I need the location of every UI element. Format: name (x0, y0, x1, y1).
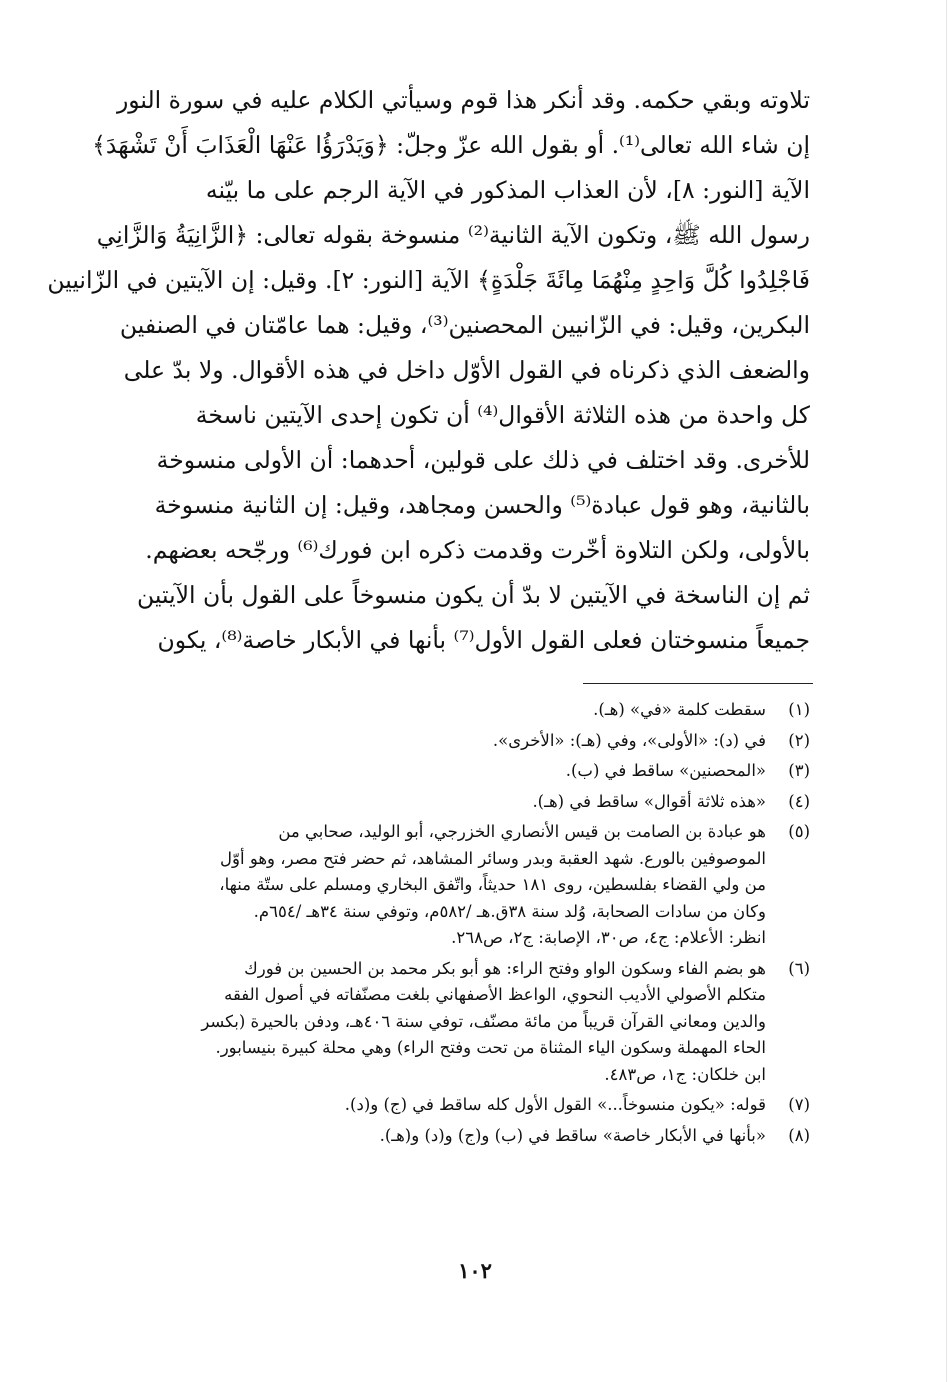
page-edge (946, 0, 947, 1382)
footnote-line: هو بضم الفاء وسكون الواو وفتح الراء: هو أبو بكر محمد بن الحسين بن فورك (244, 958, 766, 978)
footnote-item (88, 1092, 810, 1119)
footnote-text (88, 758, 766, 785)
footnote-number: (٨) (788, 1125, 810, 1145)
footnote-line: سقطت كلمة «في» (هـ). (593, 700, 766, 719)
footnote-text (88, 789, 766, 816)
main-text-line: بالأولى، ولكن التلاوة أخّرت وقدمت ذكره ابن فورك⁽⁶⁾ ورجّحه بعضهم. (145, 536, 810, 564)
footnote-item (88, 758, 810, 785)
footnote-line: «المحصنين» ساقط في (ب). (565, 761, 766, 780)
page-number: ١٠٢ (458, 1258, 492, 1283)
footnote-number: (٦) (788, 958, 810, 978)
footnote-line: وكان من سادات الصحابة، وُلد سنة ٣٨ق.هـ /٥٨٢م، وتوفي سنة ٣٤هـ /٦٥٤م. (253, 901, 766, 921)
footnote-line: والدين ومعاني القرآن قريباً من مائة مصنّف، توفي سنة ٤٠٦هـ، ودفن بالحيرة (بكسر (201, 1011, 766, 1031)
footnote-item (88, 956, 810, 1089)
main-text-line: للأخرى. وقد اختلف في ذلك على قولين، أحدهما: أن الأولى منسوخة (156, 446, 810, 474)
footnote-number: (٤) (788, 791, 810, 811)
main-text-line: والضعف الذي ذكرناه في القول الأوّل داخل في هذه الأقوال. ولا بدّ على (123, 356, 810, 384)
footnote-line: قوله: «يكون منسوخاً...» القول الأول كله ساقط في (ج) و(د). (344, 1095, 766, 1114)
main-text-line: كل واحدة من هذه الثلاثة الأقوال⁽⁴⁾ أن تكون إحدى الآيتين ناسخة (195, 401, 810, 429)
footnote-item (88, 789, 810, 816)
footnote-line: الموصوفين بالورع. شهد العقبة وبدر وسائر المشاهد، ثم حضر فتح مصر، وهو أوّل (220, 848, 766, 868)
footnote-text (88, 1123, 766, 1150)
main-text-line: جميعاً منسوختان فعلى القول الأول⁽⁷⁾ بأنها في الأبكار خاصة⁽⁸⁾، يكون (157, 626, 810, 654)
footnote-item (88, 697, 810, 724)
footnote-number: (٣) (788, 761, 810, 780)
main-text-line: بالثانية، وهو قول عبادة⁽⁵⁾ والحسن ومجاهد، وقيل: إن الثانية منسوخة (154, 491, 810, 519)
footnote-number: (١) (788, 700, 810, 719)
main-text-block (47, 78, 810, 663)
main-text-line: البكرين، وقيل: في الزّانيين المحصنين⁽³⁾، وقيل: هما عامّتان في الصنفين (119, 311, 810, 339)
footnote-line: هو عبادة بن الصامت بن قيس الأنصاري الخزرجي، أبو الوليد، صحابي من (278, 822, 766, 841)
footnote-line: من ولي القضاء بفلسطين، روى ١٨١ حديثاً، واتّفق البخاري ومسلم على ستّة منها، (219, 875, 766, 894)
footnote-text (88, 697, 766, 724)
footnote-line: الحاء المهملة وسكون الياء المثناة من تحت وفتح الراء) وهي محلة كبيرة بنيسابور. (215, 1038, 766, 1057)
footnote-text (88, 1092, 766, 1119)
footnote-text (88, 728, 766, 755)
footnote-line: انظر: الأعلام: ج٤، ص٣٠، الإصابة: ج٢، ص٢٦٨. (451, 928, 766, 947)
footnote-text (88, 819, 766, 952)
footnote-number: (٧) (788, 1095, 810, 1114)
footnote-item (88, 728, 810, 755)
footnote-line: «بأنها في الأبكار خاصة» ساقط في (ب) و(ج) و(د) و(هـ). (379, 1125, 766, 1145)
footnotes-section (88, 697, 810, 1153)
footnote-item (88, 1123, 810, 1150)
main-text-line: تلاوته وبقي حكمه. وقد أنكر هذا قوم وسيأتي الكلام عليه في سورة النور (116, 86, 810, 114)
footnote-text (88, 956, 766, 1089)
footnote-item (88, 819, 810, 952)
footnote-line: في (د): «الأولى»، وفي (هـ): «الأخرى». (492, 730, 766, 750)
main-text-line: إن شاء الله تعالى⁽¹⁾. أو بقول الله عزّ وجلّ: ﴿وَيَدْرَؤُا عَنْهَا الْعَذَابَ أَنْ تَشْهَدَ﴾ (92, 131, 810, 159)
footnote-number: (٢) (788, 730, 810, 750)
main-text-line: ثم إن الناسخة في الآيتين لا بدّ أن يكون منسوخاً على القول بأن الآيتين (137, 581, 810, 609)
main-text-line: رسول الله ﷺ، وتكون الآية الثانية⁽²⁾ منسوخة بقوله تعالى: ﴿الزَّانِيَةُ وَالزَّانِي (96, 221, 810, 249)
main-text-line: الآية [النور: ٨]، لأن العذاب المذكور في الآية الرجم على ما بيّنه (205, 176, 810, 204)
footnote-line: ابن خلكان: ج١، ص٤٨٣. (604, 1064, 766, 1084)
main-text-line: فَاجْلِدُوا كُلَّ وَاحِدٍ مِنْهُمَا مِائَةَ جَلْدَةٍ﴾ الآية [النور: ٢]. وقيل: إن الآيتين في الزّانيين (47, 266, 810, 294)
footnote-number: (٥) (788, 822, 810, 841)
footnote-line: متكلم الأصولي الأديب النحوي، الواعظ الأصفهاني بلغت مصنّفاته في أصول الفقه (224, 985, 766, 1004)
footnote-line: «هذه ثلاثة أقوال» ساقط في (هـ). (532, 791, 766, 811)
footnote-divider (583, 683, 813, 684)
